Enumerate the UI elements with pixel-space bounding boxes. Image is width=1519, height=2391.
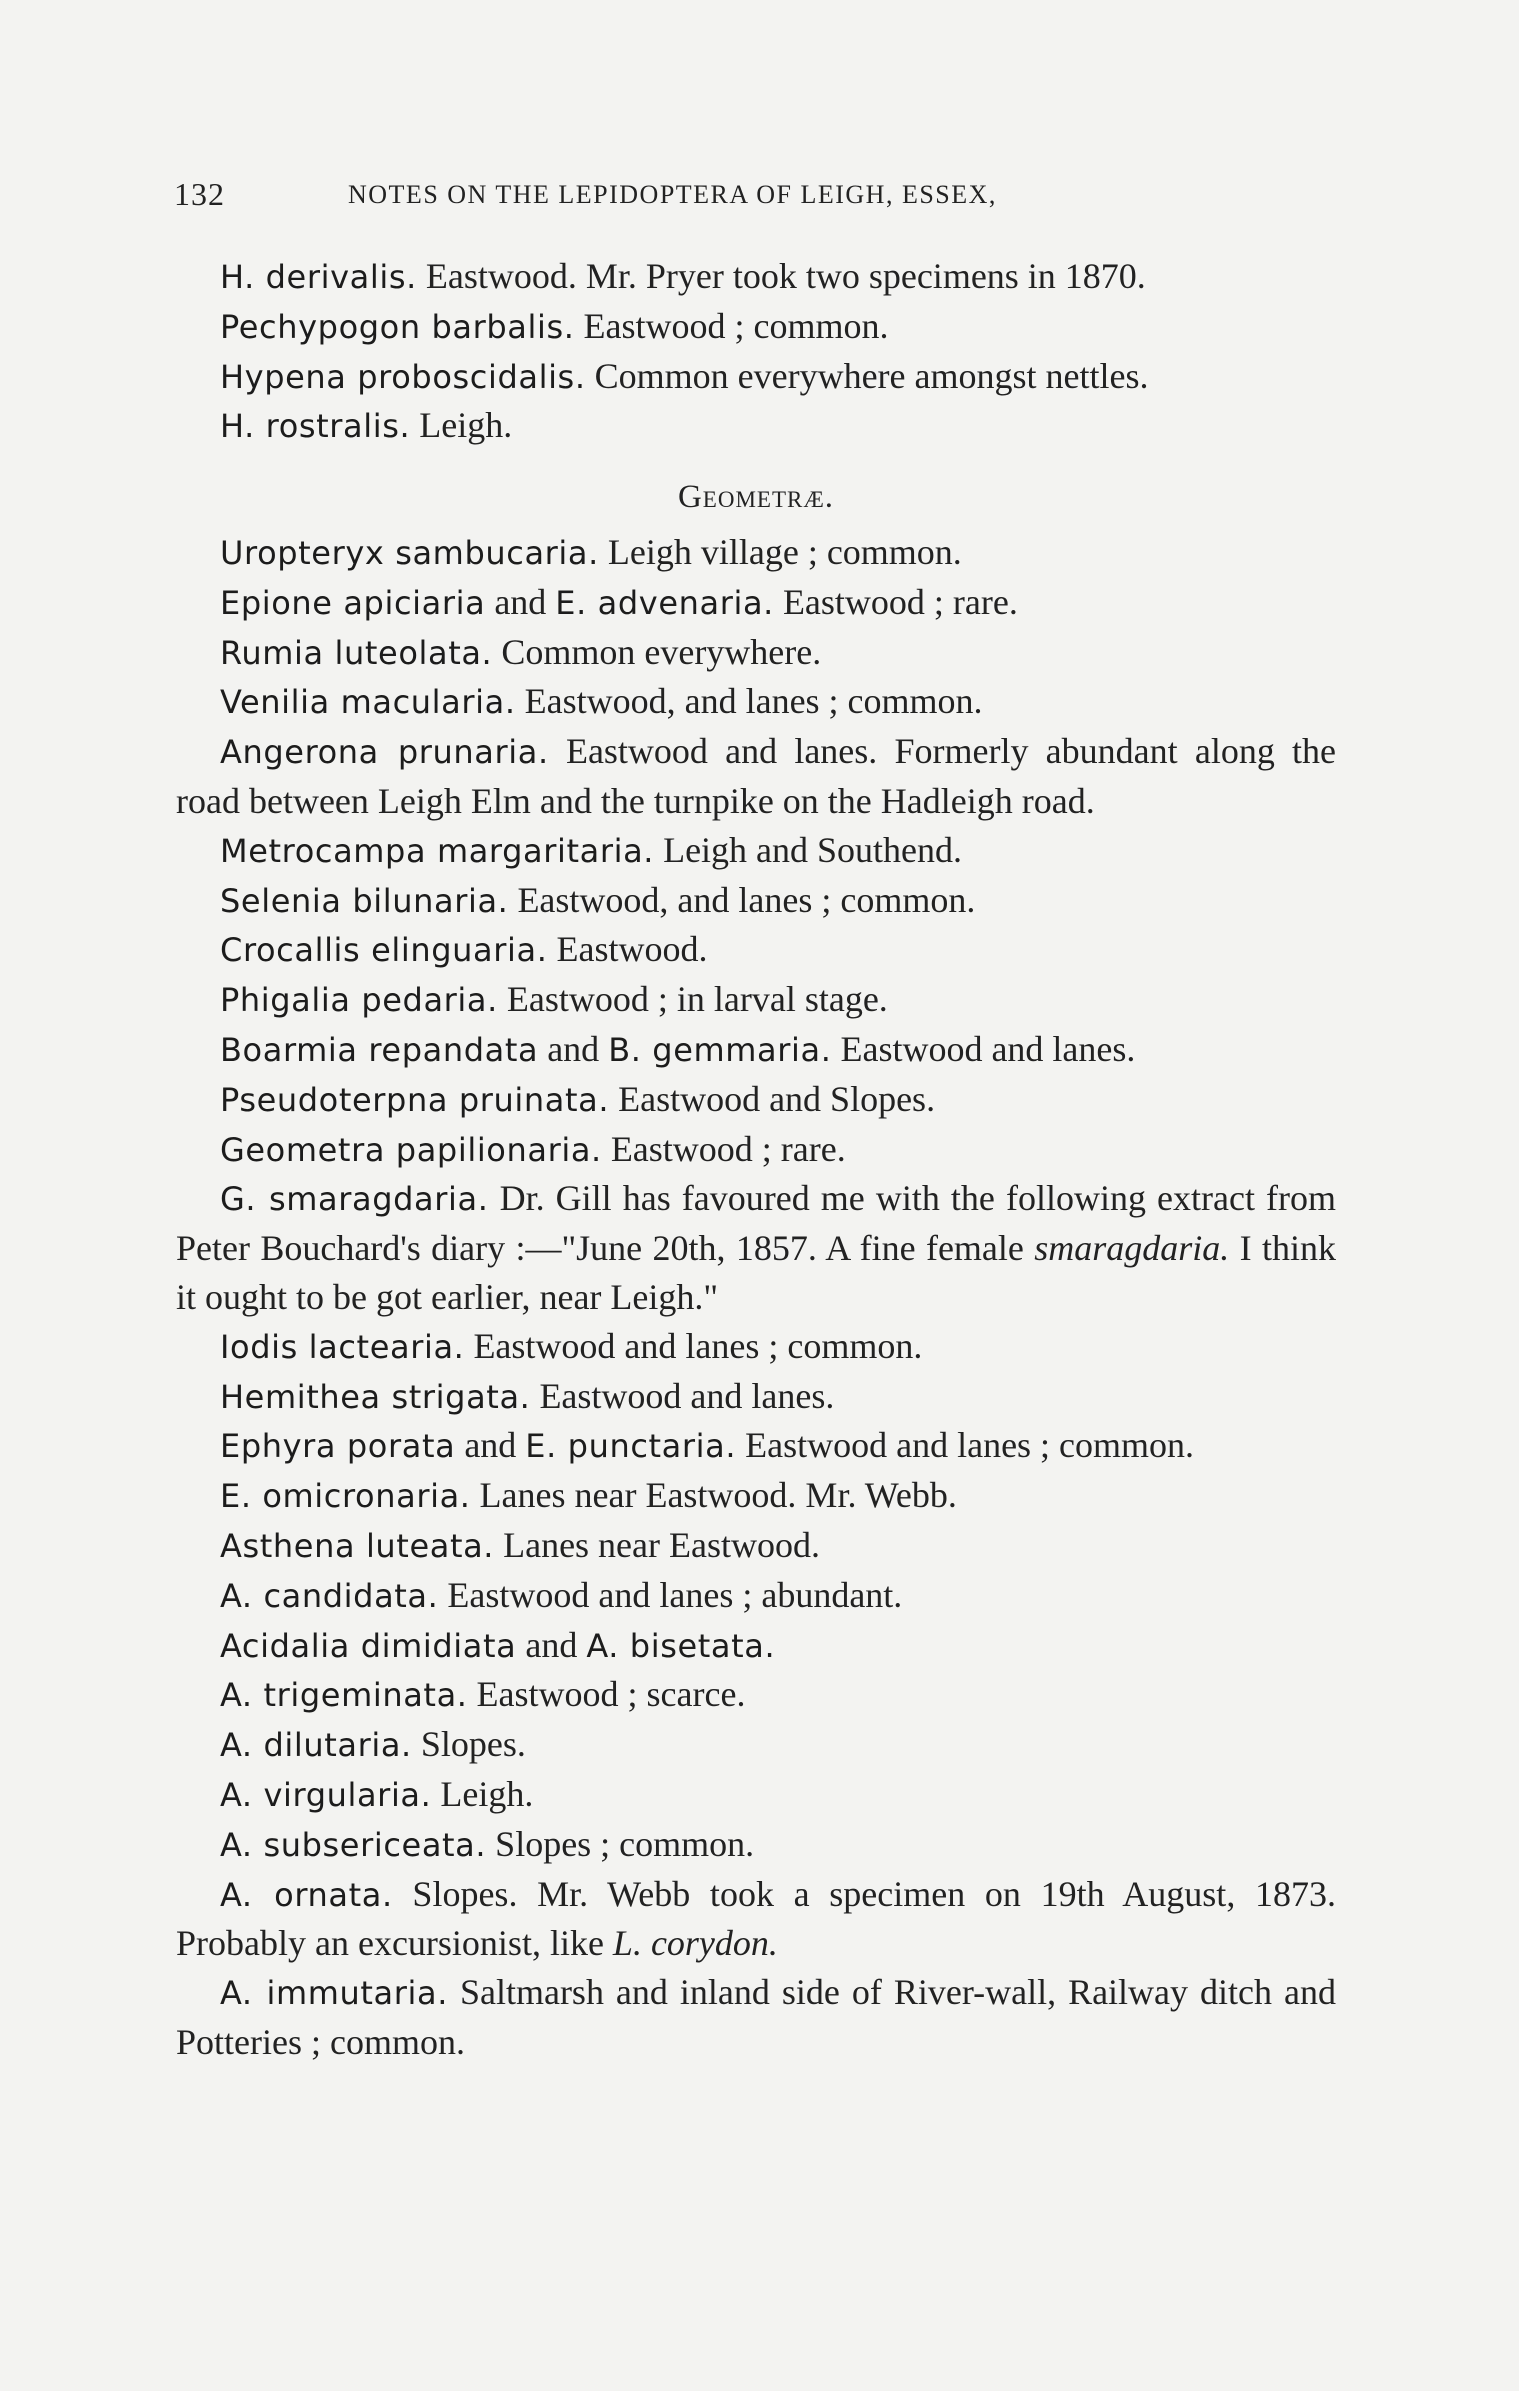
species-note: Slopes ; common. <box>486 1823 755 1864</box>
species-note: Eastwood, and lanes ; common. <box>515 681 983 722</box>
species-entry <box>176 876 1336 926</box>
species-name-second: A. bisetata. <box>586 1626 776 1665</box>
species-note: Eastwood. <box>547 929 708 970</box>
species-entry <box>176 1521 1336 1571</box>
species-name: Crocallis elinguaria. <box>220 931 548 970</box>
species-note: Slopes. <box>411 1724 526 1765</box>
species-entry <box>176 352 1336 402</box>
species-entry <box>176 1322 1336 1372</box>
species-note: Eastwood and lanes ; common. <box>464 1325 923 1366</box>
species-name: Rumia luteolata. <box>220 633 493 672</box>
species-name-second: E. punctaria. <box>525 1427 737 1466</box>
species-entry <box>176 677 1336 727</box>
species-entry <box>176 727 1336 826</box>
species-name: Ephyra porata <box>220 1427 456 1466</box>
species-note: Lanes near Eastwood. <box>494 1524 820 1565</box>
species-name: A. subsericeata. <box>220 1825 487 1864</box>
italic-term: smaragdaria. <box>1034 1228 1230 1269</box>
species-entry <box>176 1770 1336 1820</box>
species-note: Saltmarsh and inland side of River-wall, Railway ditch and Potteries ; common. <box>176 1972 1336 2062</box>
section-heading: Geometræ. <box>677 479 835 516</box>
species-note: Eastwood and lanes ; common. <box>736 1425 1195 1466</box>
species-name: Angerona prunaria. <box>220 733 549 772</box>
species-name: E. omicronaria. <box>220 1477 471 1516</box>
species-entry <box>176 578 1336 628</box>
species-name: Phigalia pedaria. <box>220 981 498 1020</box>
species-note-tail: I think it ought to be got earlier, near Leigh." <box>176 1228 1336 1317</box>
species-name: Pechypogon barbalis. <box>220 307 575 346</box>
species-entry <box>176 1720 1336 1770</box>
species-joiner: and <box>455 1425 526 1466</box>
species-name: Venilia macularia. <box>220 683 516 722</box>
species-note: Eastwood. Mr. Pryer took two specimens in 1870. <box>416 256 1146 296</box>
species-entry <box>176 628 1336 678</box>
species-name: Boarmia repandata <box>220 1030 539 1069</box>
species-note: Eastwood and lanes. Formerly abundant along the road between Leigh Elm and the turnpike on the Hadleigh road. <box>176 731 1336 821</box>
species-note: Leigh village ; common. <box>598 531 962 572</box>
body-text <box>176 252 1336 2067</box>
species-entry <box>176 302 1336 352</box>
species-name: A. virgularia. <box>220 1775 432 1814</box>
species-name: Selenia bilunaria. <box>220 881 509 920</box>
running-title: NOTES ON THE LEPIDOPTERA OF LEIGH, ESSEX, <box>348 180 997 209</box>
species-name-second: B. gemmaria. <box>608 1030 832 1069</box>
species-joiner: and <box>516 1624 587 1665</box>
species-note: Leigh and Southend. <box>654 829 963 870</box>
species-name: Acidalia dimidiata <box>220 1626 517 1665</box>
species-entry <box>176 1820 1336 1870</box>
species-note: Eastwood ; rare. <box>601 1128 846 1169</box>
species-name: Asthena luteata. <box>220 1526 495 1565</box>
species-entry <box>176 1125 1336 1175</box>
species-note: Slopes. Mr. Webb took a specimen on 19th August, 1873. Probably an excursionist, like <box>176 1873 1336 1964</box>
species-name: G. smaragdaria. <box>220 1180 489 1219</box>
species-entry <box>176 1075 1336 1125</box>
species-note: Common everywhere. <box>492 631 822 672</box>
species-entry <box>176 528 1336 578</box>
species-name: Pseudoterpna pruinata. <box>220 1080 610 1119</box>
species-entry <box>176 1670 1336 1720</box>
species-name: Uropteryx sambucaria. <box>220 533 599 572</box>
species-entry <box>176 1372 1336 1422</box>
species-note: Leigh. <box>410 405 513 446</box>
species-note: Eastwood, and lanes ; common. <box>508 879 976 920</box>
species-entry <box>176 1025 1336 1075</box>
species-entry <box>176 826 1336 876</box>
species-note: Lanes near Eastwood. Mr. Webb. <box>470 1475 957 1516</box>
species-note: Eastwood and lanes ; abundant. <box>438 1574 903 1615</box>
species-entry <box>176 1174 1336 1321</box>
species-entry <box>176 1421 1336 1471</box>
species-entry <box>176 1870 1336 1969</box>
species-entry <box>176 252 1336 302</box>
species-entry <box>176 1571 1336 1621</box>
species-name: Hypena proboscidalis. <box>220 357 586 396</box>
species-note: Eastwood ; common. <box>574 305 889 346</box>
species-joiner: and <box>538 1028 609 1069</box>
species-note: Leigh. <box>431 1773 534 1814</box>
species-name: Epione apiciaria <box>220 583 486 622</box>
species-name: Geometra papilionaria. <box>220 1130 602 1169</box>
species-name: A. dilutaria. <box>220 1726 412 1765</box>
species-joiner: and <box>485 581 556 622</box>
species-name: A. trigeminata. <box>220 1676 468 1715</box>
species-note: Dr. Gill has favoured me with the following extract from Peter Bouchard's diary :—"June 20th, 1857. A fine female <box>176 1178 1336 1269</box>
species-name: H. derivalis. <box>220 258 417 296</box>
species-name: H. rostralis. <box>220 407 411 446</box>
species-name: A. ornata. <box>220 1875 393 1914</box>
species-name-second: E. advenaria. <box>555 583 774 622</box>
species-note: Common everywhere amongst nettles. <box>585 355 1149 396</box>
species-note: Eastwood ; scarce. <box>467 1674 746 1715</box>
species-note: Eastwood and lanes. <box>530 1375 835 1416</box>
species-name: Hemithea strigata. <box>220 1377 531 1416</box>
species-entry <box>176 1471 1336 1521</box>
species-name: A. immutaria. <box>220 1974 448 2013</box>
species-note: Eastwood and Slopes. <box>609 1078 936 1119</box>
page-header <box>174 176 1334 216</box>
species-note: Eastwood ; in larval stage. <box>497 979 888 1020</box>
species-entry <box>176 1621 1336 1671</box>
species-entry <box>176 925 1336 975</box>
species-entry <box>176 975 1336 1025</box>
species-note: Eastwood and lanes. <box>831 1028 1136 1069</box>
page-number: 132 <box>174 176 225 212</box>
species-name: A. candidata. <box>220 1576 439 1615</box>
species-entry <box>176 401 1336 451</box>
species-entry <box>176 1968 1336 2067</box>
species-name: Iodis lactearia. <box>220 1327 465 1366</box>
italic-term: L. corydon. <box>612 1923 778 1964</box>
species-note: Eastwood ; rare. <box>773 581 1018 622</box>
species-name: Metrocampa margaritaria. <box>220 831 655 870</box>
